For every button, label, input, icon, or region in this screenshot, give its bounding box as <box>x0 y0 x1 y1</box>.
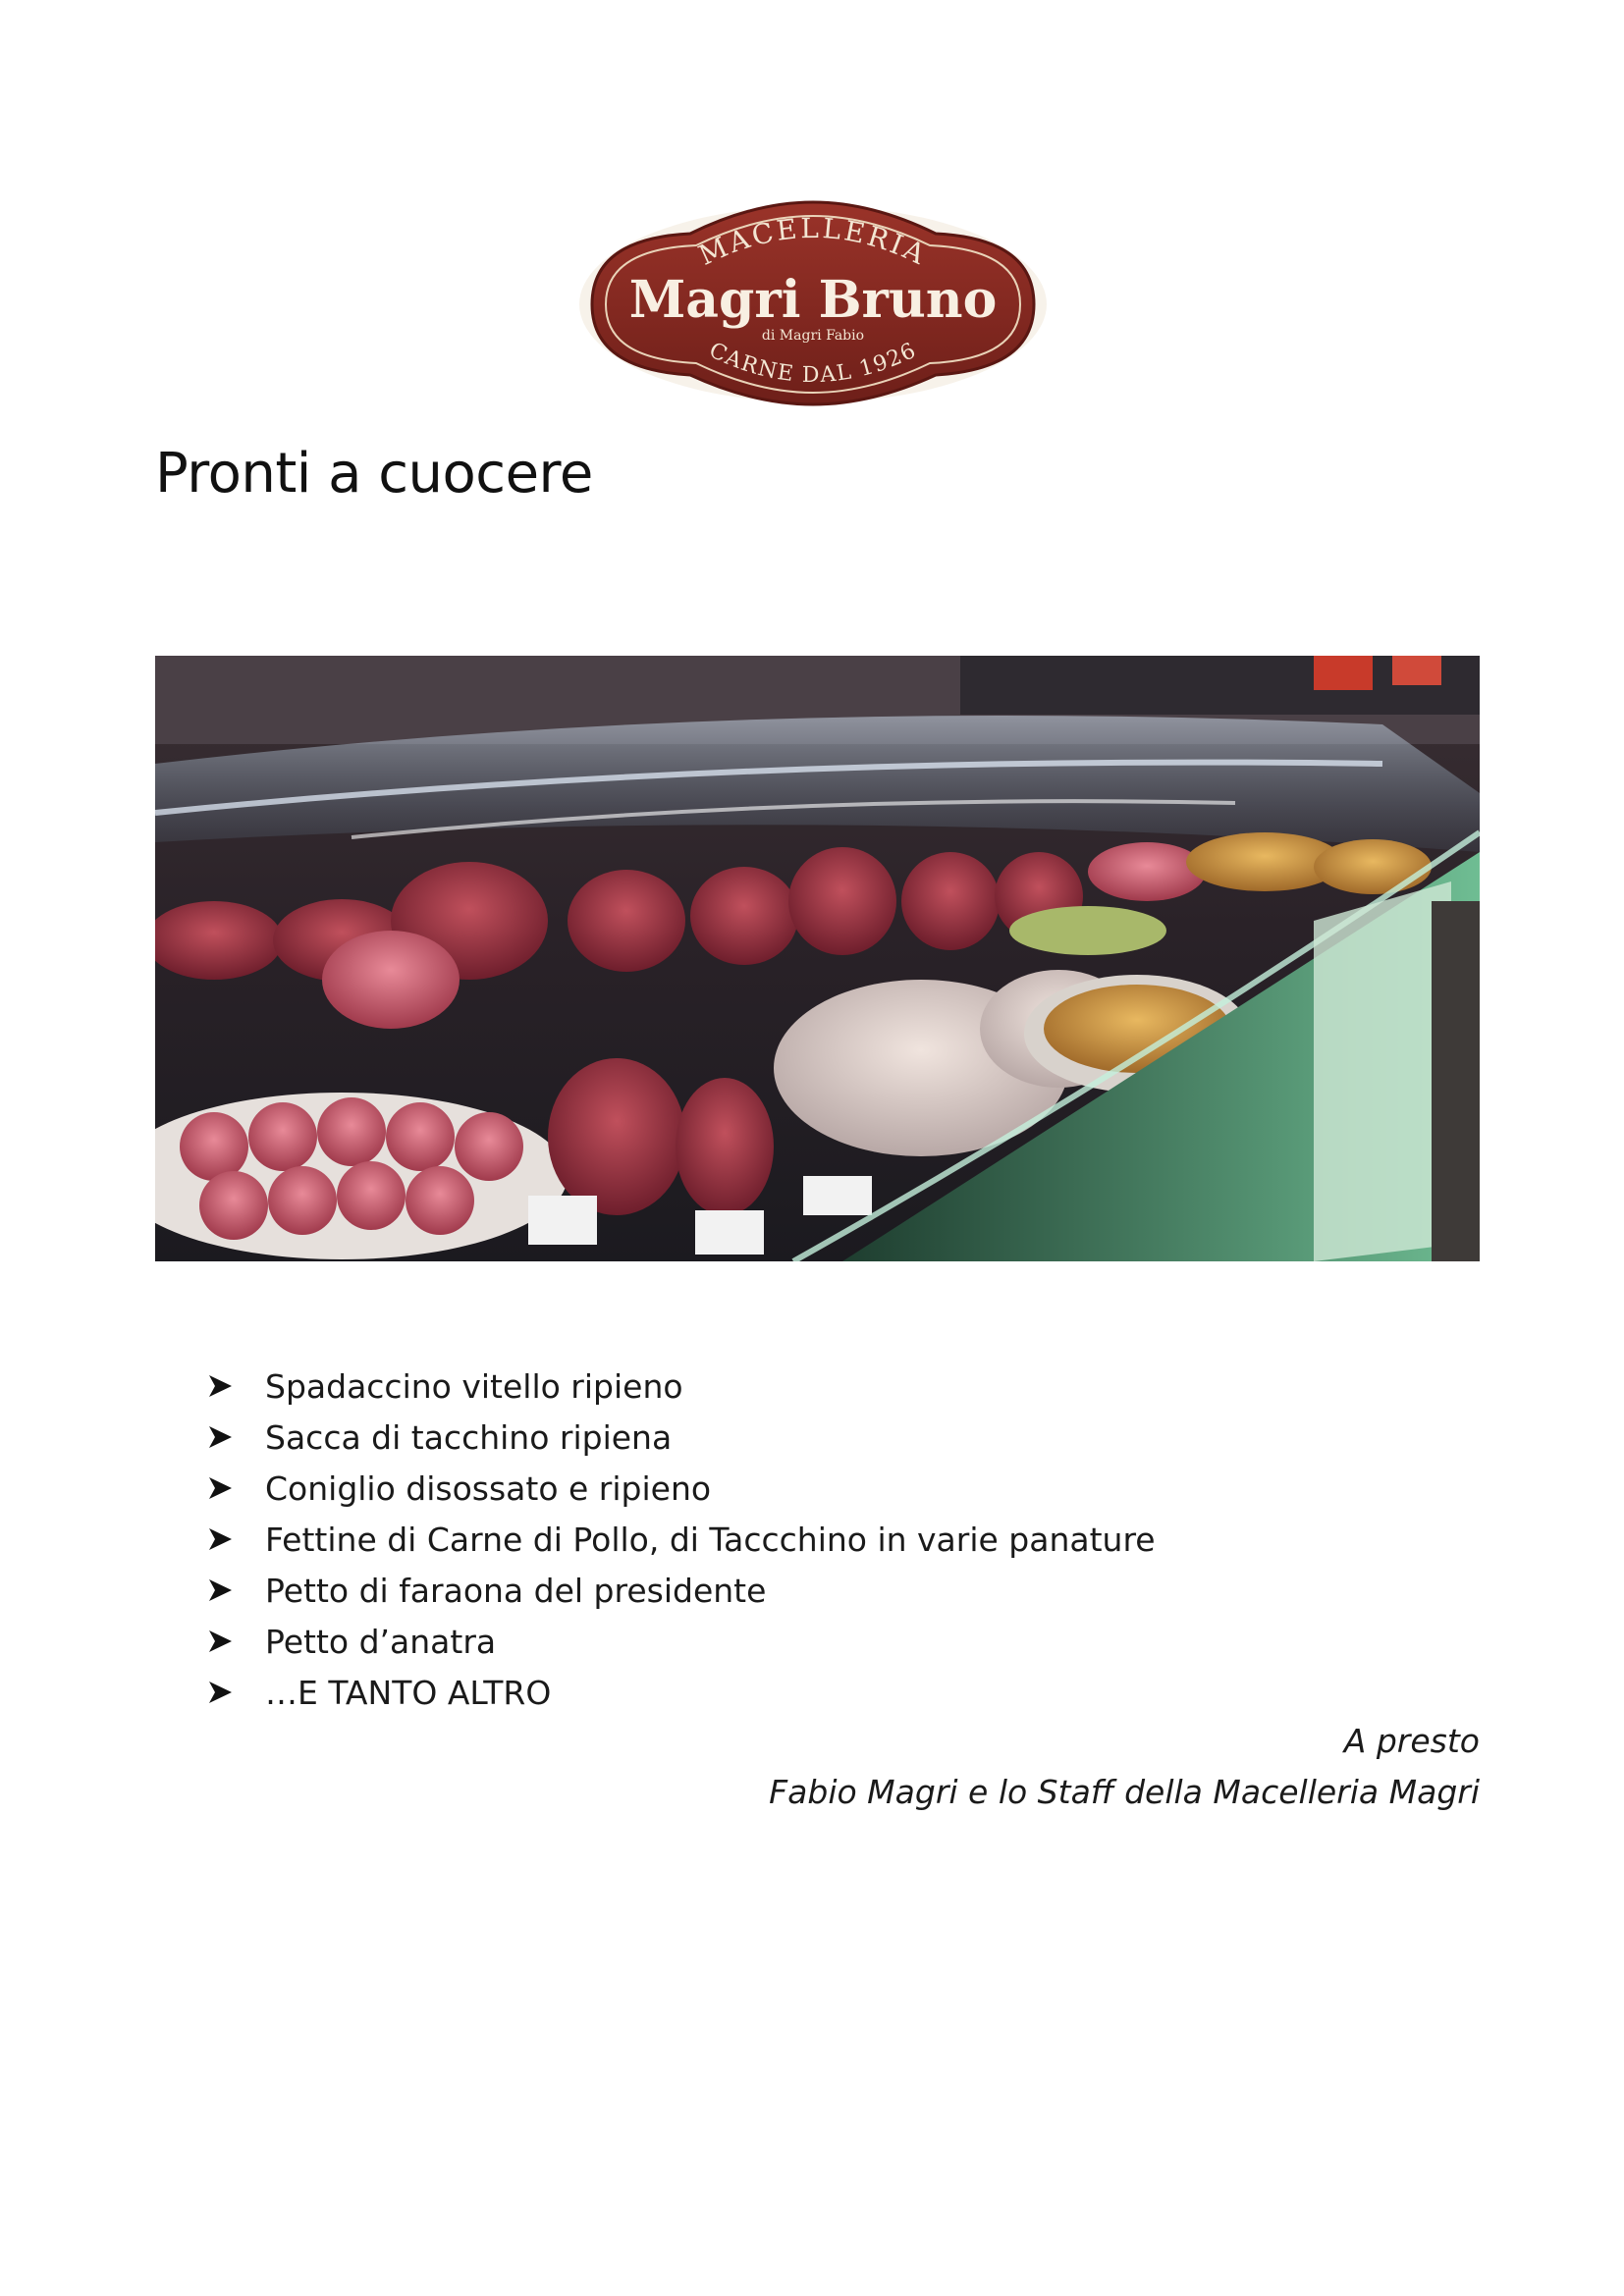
page-title: Pronti a cuocere <box>155 442 593 506</box>
list-item-label: Fettine di Carne di Pollo, di Taccchino in varie panature <box>265 1520 1156 1559</box>
closing-signature-line: Fabio Magri e lo Staff della Macelleria Magri <box>769 1773 1480 1811</box>
arrow-bullet-icon <box>206 1525 234 1553</box>
list-item-label: Sacca di tacchino ripiena <box>265 1417 673 1457</box>
list-item-label: Petto d’anatra <box>265 1622 497 1661</box>
list-item <box>206 1463 1156 1514</box>
arrow-bullet-icon <box>206 1679 234 1706</box>
product-list <box>206 1361 1156 1718</box>
logo-owner-text: di Magri Fabio <box>761 328 865 344</box>
closing-greeting: A presto <box>1343 1722 1480 1760</box>
list-item-label: Coniglio disossato e ripieno <box>265 1468 712 1508</box>
arrow-bullet-icon <box>206 1372 234 1400</box>
list-item <box>206 1667 1156 1718</box>
arrow-bullet-icon <box>206 1423 234 1451</box>
list-item-label: Petto di faraona del presidente <box>265 1571 767 1610</box>
logo-top-text: MACELLERIA <box>693 211 933 272</box>
list-item-label: …E TANTO ALTRO <box>265 1673 552 1712</box>
arrow-bullet-icon <box>206 1628 234 1655</box>
arrow-bullet-icon <box>206 1474 234 1502</box>
logo-brand-name: Magri Bruno <box>628 270 998 330</box>
list-item <box>206 1616 1156 1667</box>
brand-logo <box>572 194 1054 408</box>
arrow-bullet-icon <box>206 1576 234 1604</box>
logo-bottom-text: CARNE DAL 1926 <box>705 338 921 389</box>
list-item <box>206 1565 1156 1616</box>
closing-signature <box>769 1716 1480 1818</box>
list-item <box>206 1514 1156 1565</box>
list-item <box>206 1361 1156 1412</box>
list-item <box>206 1412 1156 1463</box>
meat-display-photo <box>155 656 1480 1261</box>
list-item-label: Spadaccino vitello ripieno <box>265 1366 683 1406</box>
